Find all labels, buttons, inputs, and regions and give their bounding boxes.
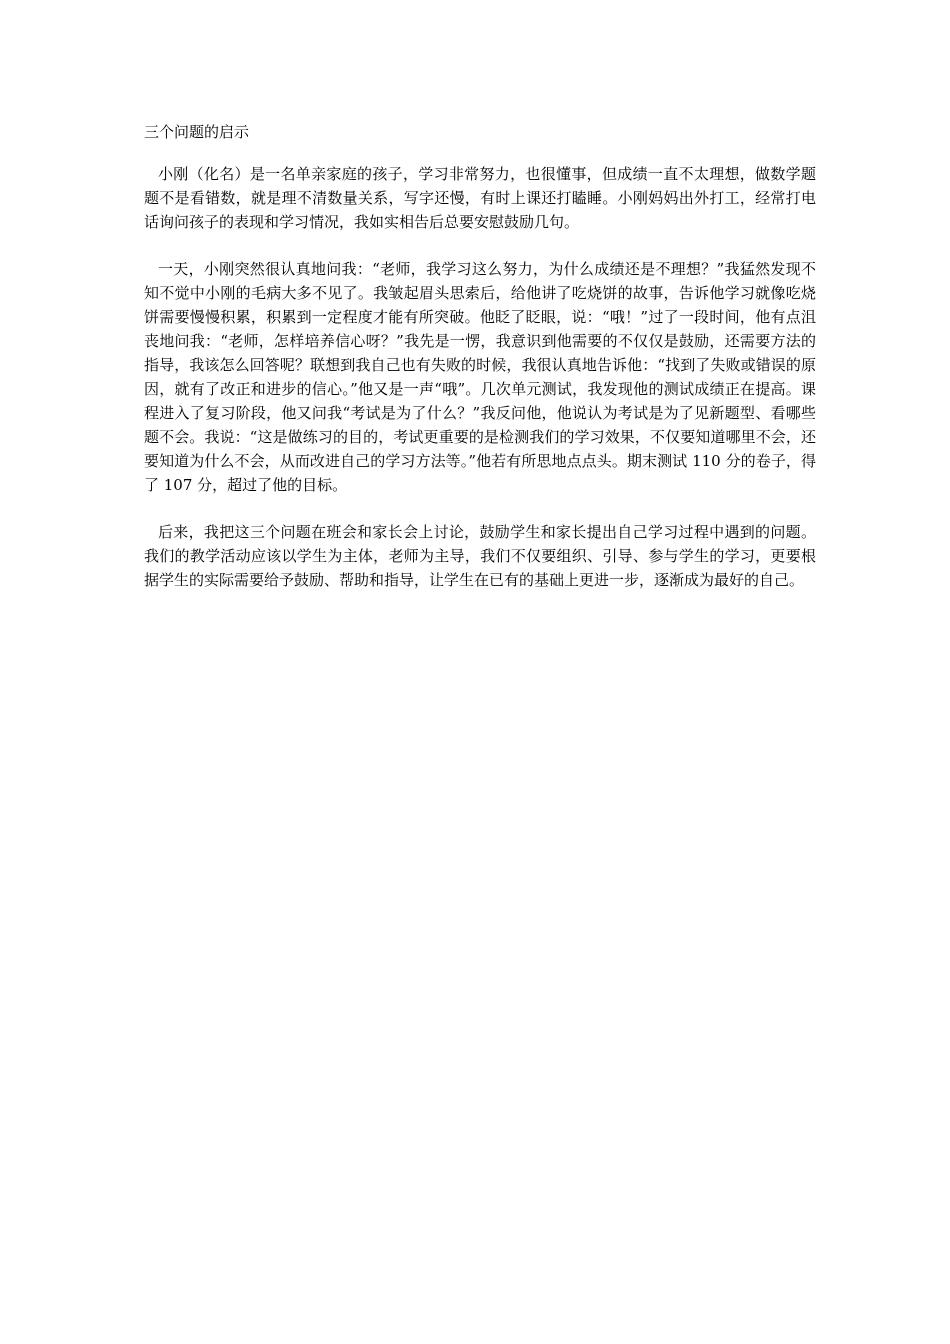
document-title: 三个问题的启示 xyxy=(144,123,250,141)
document-page xyxy=(144,120,816,615)
paragraph-2: 一天，小刚突然很认真地问我：“老师，我学习这么努力，为什么成绩还是不理想？”我猛然发现不知不觉中小刚的毛病大多不见了。我皱起眉头思索后，给他讲了吃烧饼的故事，告诉他学习就像吃烧饼需要慢慢积累，积累到一定程度才能有所突破。他眨了眨眼，说：“哦！”过了一段时间，他有点沮丧地问我：“老师，怎样培养信心呀？”我先是一愣，我意识到他需要的不仅仅是鼓励，还需要方法的指导，我该怎么回答呢？联想到我自己也有失败的时候，我很认真地告诉他：“找到了失败或错误的原因，就有了改正和进步的信心。”他又是一声“哦”。几次单元测试，我发现他的测试成绩正在提高。课程进入了复习阶段，他又问我“考试是为了什么？”我反问他，他说认为考试是为了见新题型、看哪些题不会。我说：“这是做练习的目的，考试更重要的是检测我们的学习效果，不仅要知道哪里不会，还要知道为什么不会，从而改进自己的学习方法等。”他若有所思地点点头。期末测试 110 分的卷子，得了 107 分，超过了他的目标。 xyxy=(144,260,816,494)
paragraph-3: 后来，我把这三个问题在班会和家长会上讨论，鼓励学生和家长提出自己学习过程中遇到的问题。我们的教学活动应该以学生为主体，老师为主导，我们不仅要组织、引导、参与学生的学习，更要根据学生的实际需要给予鼓励、帮助和指导，让学生在已有的基础上更进一步，逐渐成为最好的自己。 xyxy=(144,523,816,589)
paragraph-1: 小刚（化名）是一名单亲家庭的孩子，学习非常努力，也很懂事，但成绩一直不太理想，做数学题题不是看错数，就是理不清数量关系，写字还慢，有时上课还打瞌睡。小刚妈妈出外打工，经常打电话询问孩子的表现和学习情况，我如实相告后总要安慰鼓励几句。 xyxy=(144,165,816,231)
